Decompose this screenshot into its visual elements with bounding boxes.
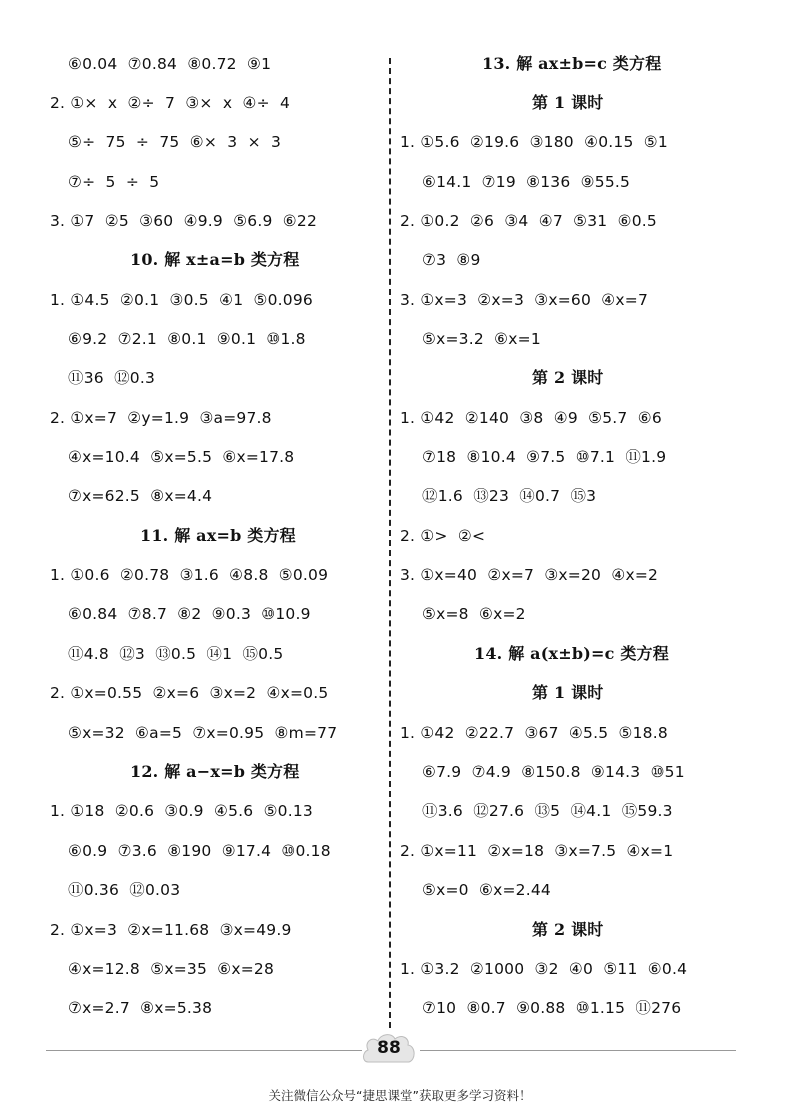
answer-line: ⑤÷ 75 ÷ 75 ⑥× 3 × 3: [68, 133, 282, 151]
answer-line: ⑥7.9 ⑦4.9 ⑧150.8 ⑨14.3 ⑩51: [422, 763, 685, 781]
answer-line: 1. ①0.6 ②0.78 ③1.6 ④8.8 ⑤0.09: [50, 566, 329, 584]
answer-line: ⑤x=32 ⑥a=5 ⑦x=0.95 ⑧m=77: [68, 724, 338, 742]
lesson-heading: 第 2 课时: [532, 920, 604, 939]
answer-line: 1. ①5.6 ②19.6 ③180 ④0.15 ⑤1: [400, 133, 668, 151]
answer-line: 2. ①0.2 ②6 ③4 ④7 ⑤31 ⑥0.5: [400, 212, 657, 230]
answer-line: 2. ①× x ②÷ 7 ③× x ④÷ 4: [50, 94, 291, 112]
answer-line: 3. ①7 ②5 ③60 ④9.9 ⑤6.9 ⑥22: [50, 212, 318, 230]
answer-line: ⑦÷ 5 ÷ 5: [68, 173, 160, 191]
answer-line: ④x=10.4 ⑤x=5.5 ⑥x=17.8: [68, 448, 295, 466]
answer-line: 1. ①3.2 ②1000 ③2 ④0 ⑤11 ⑥0.4: [400, 960, 688, 978]
answer-line: ⑥0.84 ⑦8.7 ⑧2 ⑨0.3 ⑩10.9: [68, 605, 311, 623]
page-number-badge: [360, 1032, 418, 1066]
answer-line: 2. ①x=11 ②x=18 ③x=7.5 ④x=1: [400, 842, 674, 860]
footer-rule-left: [46, 1050, 362, 1051]
answer-line: ⑥0.04 ⑦0.84 ⑧0.72 ⑨1: [68, 55, 272, 73]
section-heading: 13. 解 ax±b=c 类方程: [482, 54, 662, 73]
answer-line: 1. ①4.5 ②0.1 ③0.5 ④1 ⑤0.096: [50, 291, 313, 309]
answer-line: ⑪4.8 ⑫3 ⑬0.5 ⑭1 ⑮0.5: [68, 645, 284, 663]
answer-line: ⑤x=0 ⑥x=2.44: [422, 881, 551, 899]
answer-line: 2. ①x=0.55 ②x=6 ③x=2 ④x=0.5: [50, 684, 329, 702]
answer-line: ⑪3.6 ⑫27.6 ⑬5 ⑭4.1 ⑮59.3: [422, 802, 673, 820]
section-heading: 10. 解 x±a=b 类方程: [130, 250, 300, 269]
answer-line: 3. ①x=3 ②x=3 ③x=60 ④x=7: [400, 291, 649, 309]
answer-line: 1. ①42 ②140 ③8 ④9 ⑤5.7 ⑥6: [400, 409, 662, 427]
answer-line: ⑫1.6 ⑬23 ⑭0.7 ⑮3: [422, 487, 597, 505]
answer-line: 1. ①18 ②0.6 ③0.9 ④5.6 ⑤0.13: [50, 802, 313, 820]
footer-note: 关注微信公众号“捷思课堂”获取更多学习资料！: [268, 1088, 532, 1103]
answer-line: ⑦10 ⑧0.7 ⑨0.88 ⑩1.15 ⑪276: [422, 999, 682, 1017]
section-heading: 12. 解 a−x=b 类方程: [130, 762, 300, 781]
answer-line: ⑪36 ⑫0.3: [68, 369, 156, 387]
lesson-heading: 第 1 课时: [532, 93, 604, 112]
section-heading: 14. 解 a(x±b)=c 类方程: [474, 644, 669, 663]
answer-line: ⑥0.9 ⑦3.6 ⑧190 ⑨17.4 ⑩0.18: [68, 842, 331, 860]
answer-line: ⑪0.36 ⑫0.03: [68, 881, 181, 899]
column-divider: [389, 58, 391, 1028]
answer-line: ⑥9.2 ⑦2.1 ⑧0.1 ⑨0.1 ⑩1.8: [68, 330, 306, 348]
answer-line: ⑤x=3.2 ⑥x=1: [422, 330, 541, 348]
answer-line: ⑤x=8 ⑥x=2: [422, 605, 526, 623]
section-heading: 11. 解 ax=b 类方程: [140, 526, 296, 545]
answer-line: ⑦x=2.7 ⑧x=5.38: [68, 999, 213, 1017]
page-number: 88: [377, 1038, 401, 1058]
lesson-heading: 第 1 课时: [532, 683, 604, 702]
lesson-heading: 第 2 课时: [532, 368, 604, 387]
answer-line: ⑦18 ⑧10.4 ⑨7.5 ⑩7.1 ⑪1.9: [422, 448, 667, 466]
answer-line: ⑦x=62.5 ⑧x=4.4: [68, 487, 213, 505]
answer-line: 1. ①42 ②22.7 ③67 ④5.5 ⑤18.8: [400, 724, 668, 742]
answer-line: ④x=12.8 ⑤x=35 ⑥x=28: [68, 960, 275, 978]
answer-line: 2. ①x=3 ②x=11.68 ③x=49.9: [50, 921, 292, 939]
footer-rule-right: [420, 1050, 736, 1051]
answer-line: 2. ①x=7 ②y=1.9 ③a=97.8: [50, 409, 272, 427]
answer-line: ⑥14.1 ⑦19 ⑧136 ⑨55.5: [422, 173, 631, 191]
answer-line: 3. ①x=40 ②x=7 ③x=20 ④x=2: [400, 566, 659, 584]
answer-line: 2. ①> ②<: [400, 527, 486, 545]
answer-line: ⑦3 ⑧9: [422, 251, 481, 269]
